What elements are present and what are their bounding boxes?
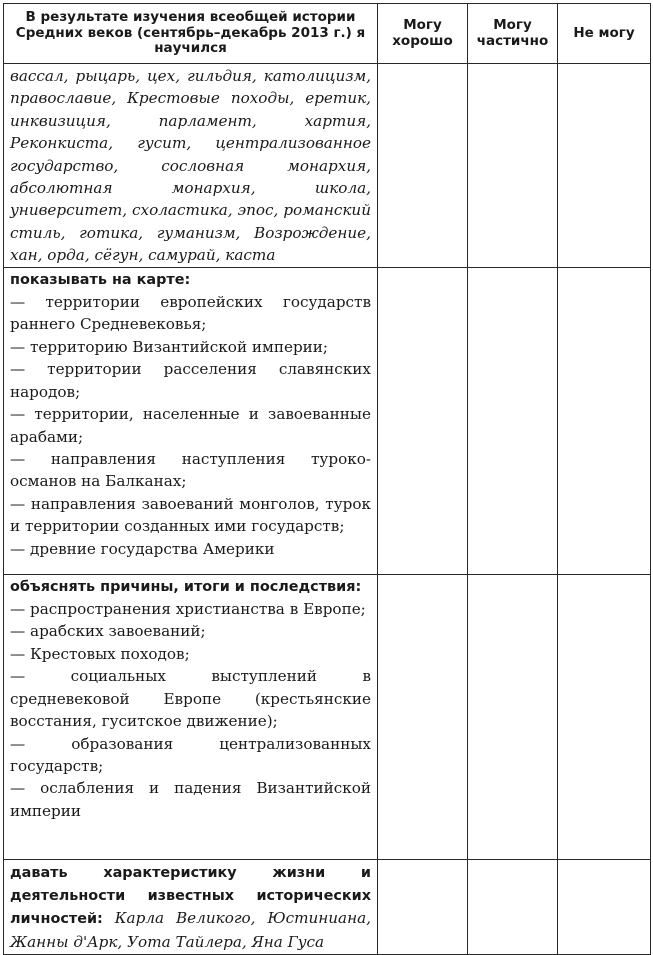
table-row — [4, 267, 651, 574]
check-cell-good[interactable] — [378, 859, 468, 954]
header-topic: В результате изучения всеобщей истории Средних веков (сентябрь–декабрь 2013 г.) я научился — [4, 4, 378, 64]
list-item: — направления наступления туроко-османов на Балканах; — [10, 449, 371, 491]
check-cell-partial[interactable] — [468, 64, 558, 268]
row-title: давать характеристику жизни и деятельности известных исторических личностей: — [10, 864, 371, 928]
check-cell-good[interactable] — [378, 267, 468, 574]
persons-list: Карла Великого, Юстиниана, Жанны д'Арк, Уота Тайлера, Яна Гуса — [10, 909, 371, 951]
table-row — [4, 859, 651, 954]
check-cell-partial[interactable] — [468, 859, 558, 954]
check-cell-partial[interactable] — [468, 267, 558, 574]
map-skills-cell — [4, 267, 378, 574]
check-cell-good[interactable] — [378, 64, 468, 268]
header-can-partially: Могу частично — [468, 4, 558, 64]
list-item: — древние государства Америки — [10, 539, 275, 558]
check-cell-good[interactable] — [378, 574, 468, 859]
self-assessment-table — [3, 3, 651, 955]
list-item: — территорию Византийской империи; — [10, 337, 329, 356]
list-item: — образования централизованных государств; — [10, 734, 371, 775]
check-cell-cannot[interactable] — [558, 859, 651, 954]
header-row — [4, 4, 651, 64]
list-item: — ослабления и падения Византийской империи — [10, 779, 371, 820]
check-cell-partial[interactable] — [468, 574, 558, 859]
check-cell-cannot[interactable] — [558, 574, 651, 859]
table-row — [4, 574, 651, 859]
check-cell-cannot[interactable] — [558, 64, 651, 268]
header-cannot: Не могу — [558, 4, 651, 64]
table-row — [4, 64, 651, 268]
list-item: — арабских завоеваний; — [10, 622, 206, 641]
check-cell-cannot[interactable] — [558, 267, 651, 574]
list-item: — направления завоеваний монголов, турок и территории созданных ими государств; — [10, 494, 371, 536]
terms-cell: вассал, рыцарь, цех, гильдия, католицизм, православие, Крестовые походы, еретик, инквизиция, парламент, хартия, Реконкиста, гусит, централизованное государство, сословная монархия, абсолютная монархия, школа, университет, схоластика, эпос, романский стиль, готика, гуманизм, Возрождение, хан, орда, сёгун, самурай, каста — [4, 64, 378, 268]
list-item: — социальных выступлений в средневековой Европе (крестьянские восстания, гуситское движение); — [10, 667, 371, 731]
row-title: показывать на карте: — [10, 271, 191, 288]
list-item: — территории, населенные и завоеванные арабами; — [10, 405, 371, 446]
header-can-well: Могу хорошо — [378, 4, 468, 64]
causes-skills-cell — [4, 574, 378, 859]
personalities-skills-cell — [4, 859, 378, 954]
list-item: — территории расселения славянских народов; — [10, 360, 371, 401]
list-item: — территории европейских государств раннего Средневековья; — [10, 293, 371, 334]
row-title: объяснять причины, итоги и последствия: — [10, 578, 362, 595]
list-item: — Крестовых походов; — [10, 644, 190, 663]
list-item: — распространения христианства в Европе; — [10, 600, 366, 619]
